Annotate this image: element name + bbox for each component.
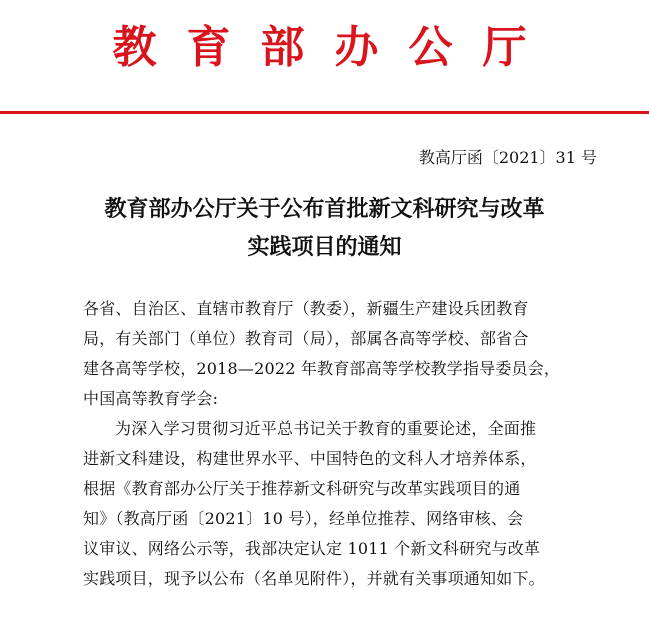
addressee-line-4: 中国高等教育学会: xyxy=(83,389,219,408)
issuing-office-masthead: 教育部办公厅 xyxy=(112,22,557,73)
paragraph-line-6: 实践项目，现予以公布（名单见附件），并就有关事项通知如下。 xyxy=(83,569,545,588)
addressee-line-3: 建各高等学校，2018—2022 年教育部高等学校教学指导委员会， xyxy=(83,359,561,378)
paragraph-line-1: 为深入学习贯彻习近平总书记关于教育的重要论述，全面推 xyxy=(115,419,537,438)
red-separator-rule xyxy=(0,111,649,114)
paragraph-line-5: 议审议、网络公示等，我部决定认定 1011 个新文科研究与改革 xyxy=(83,539,541,558)
document-title-line-2: 实践项目的通知 xyxy=(247,234,402,260)
addressee-line-1: 各省、自治区、直辖市教育厅（教委），新疆生产建设兵团教育 xyxy=(83,299,529,318)
document-number: 教高厅函〔2021〕31 号 xyxy=(418,148,597,167)
document-title-line-1: 教育部办公厅关于公布首批新文科研究与改革 xyxy=(104,196,545,222)
addressee-line-2: 局，有关部门（单位）教育司（局），部属各高等学校、部省合 xyxy=(83,329,529,348)
paragraph-line-2: 进新文科建设，构建世界水平、中国特色的文科人才培养体系， xyxy=(83,449,537,468)
paragraph-line-3: 根据《教育部办公厅关于推荐新文科研究与改革实践项目的通 xyxy=(83,479,521,498)
paragraph-line-4: 知》（教高厅函〔2021〕10 号），经单位推荐、网络审核、会 xyxy=(83,509,524,528)
